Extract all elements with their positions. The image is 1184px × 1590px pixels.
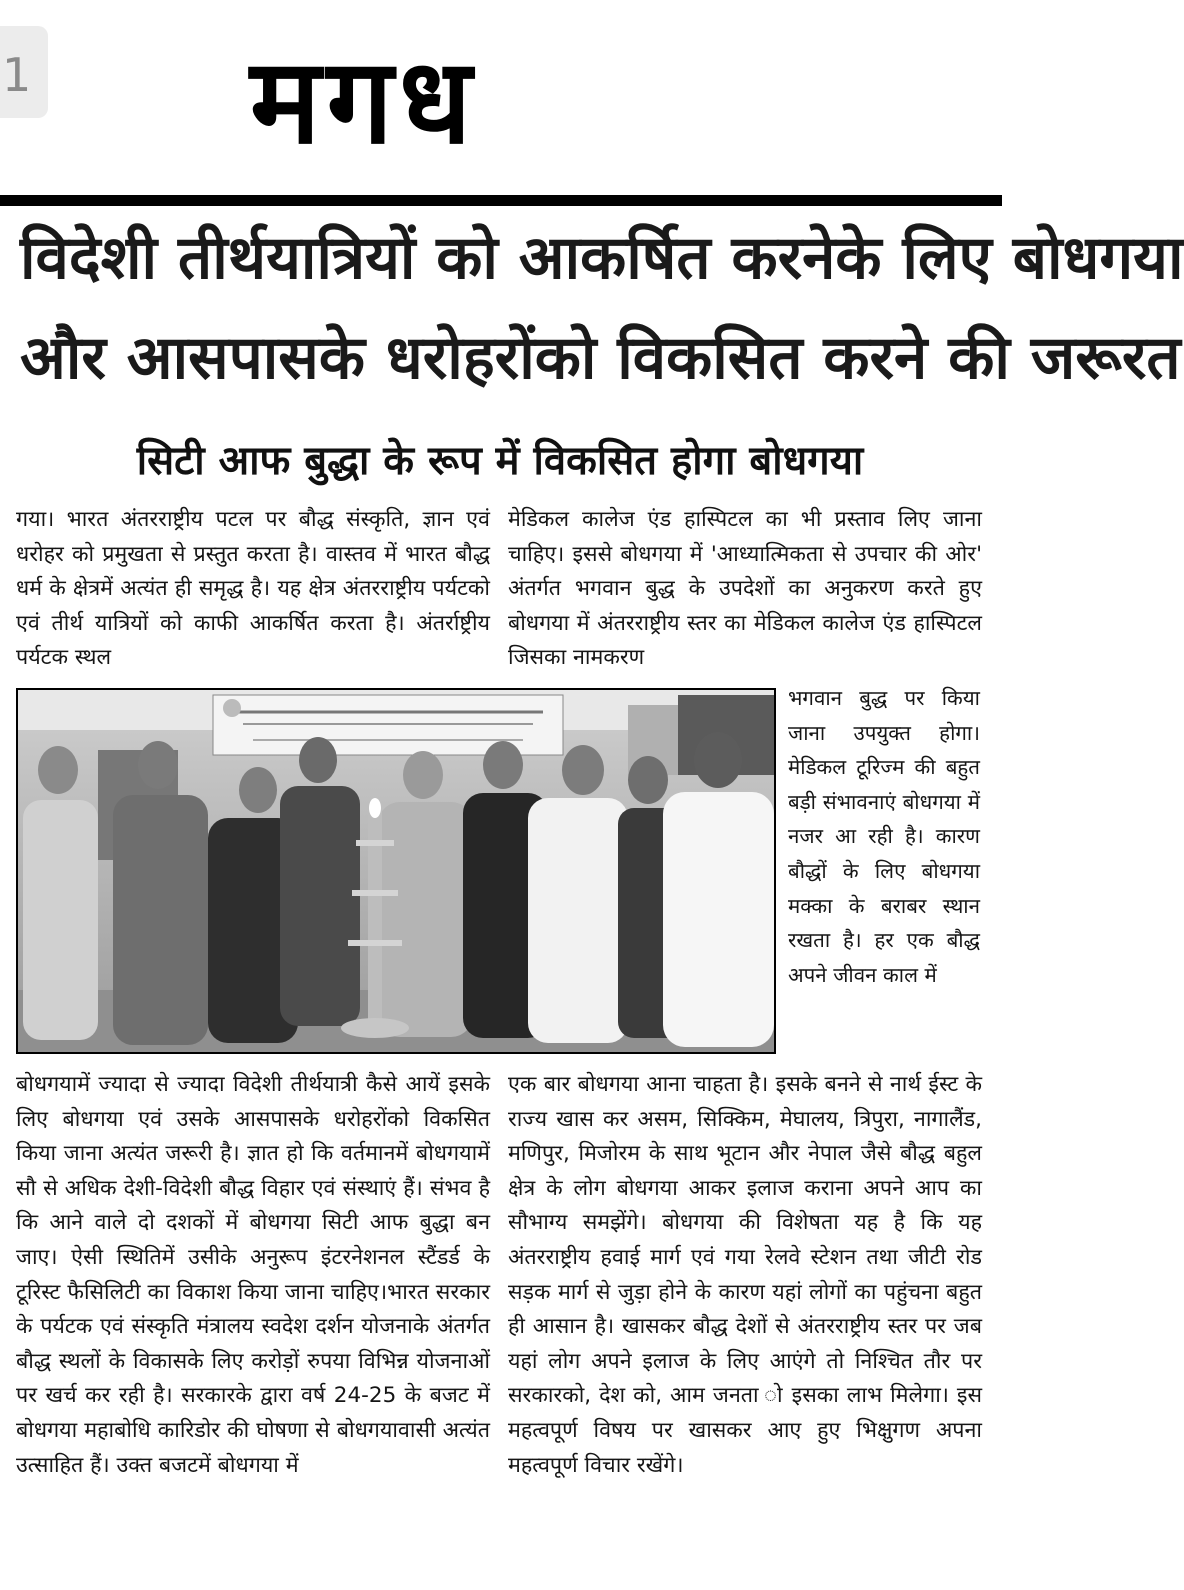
article-column-left-bottom: बोधगयामें ज्यादा से ज्यादा विदेशी तीर्थयात्री कैसे आयें इसके लिए बोधगया एवं उसके आसपासके धरोहरोंको विकसित किया जाना अत्यंत जरूरी है। ज्ञात हो कि वर्तमानमें बोधगयामें सौ से अधिक देशी-विदेशी बौद्ध विहार एवं संस्थाएं हैं। संभव है कि आने वाले दो दशकों में बोधगया सिटी आफ बुद्धा बन जाए। ऐसी स्थितिमें उसीके अनुरूप इंटरनेशनल स्टैंडर्ड के टूरिस्ट फैसिलिटी का विकाश किया जाना चाहिए।भारत सरकार के पर्यटक एवं संस्कृति मंत्रालय स्वदेश दर्शन योजनाके अंतर्गत बौद्ध स्थलों के विकासके लिए करोड़ों रुपया विभिन्न योजनाओं पर खर्च कर रही है। सरकारके द्वारा वर्ष 24-25 के बजट में बोधगया महाबोधि कारिडोर की घोषणा से बोधगयावासी अत्यंत उत्साहित हैं। उक्त बजटमें बोधगया में <box>16 1072 490 1478</box>
news-photo <box>16 688 776 1054</box>
photo-lamp-lighting-scene <box>18 690 774 1052</box>
article-column-right-side: भगवान बुद्ध पर किया जाना उपयुक्त होगा। मेडिकल टूरिज्म की बहुत बड़ी संभावनाएं बोधगया में नजर आ रही है। कारण बौद्धों के लिए बोधगया मक्का के बराबर स्थान रखता है। हर एक बौद्ध अपने जीवन काल में <box>788 686 980 987</box>
page-number: 1 <box>2 48 32 102</box>
headline-line-1: विदेशी तीर्थयात्रियों को आकर्षित करनेके लिए बोधगया <box>20 223 1184 293</box>
headline-line-2: और आसपासके धरोहरोंको विकसित करने की जरूरत <box>20 323 1181 393</box>
article-column-right-top: मेडिकल कालेज एंड हास्पिटल का भी प्रस्ताव लिए जाना चाहिए। इससे बोधगया में 'आध्यात्मिकता से उपचार की ओर' अंतर्गत भगवान बुद्ध के उपदेशों का अनुकरण करते हुए बोधगया में अंतरराष्ट्रीय स्तर का मेडिकल कालेज एंड हास्पिटल जिसका नामकरण <box>508 507 982 671</box>
article-column-left-top: गया। भारत अंतरराष्ट्रीय पटल पर बौद्ध संस्कृति, ज्ञान एवं धरोहर को प्रमुखता से प्रस्तुत करता है। वास्तव में भारत बौद्ध धर्म के क्षेत्रमें अत्यंत ही समृद्ध है। यह क्षेत्र अंतरराष्ट्रीय पर्यटको एवं तीर्थ यात्रियों को काफी आकर्षित करता है। अंतर्राष्ट्रीय पर्यटक स्थल <box>16 507 490 671</box>
subheadline: सिटी आफ बुद्धा के रूप में विकसित होगा बोधगया <box>136 438 864 484</box>
newspaper-masthead: मगध <box>250 32 478 170</box>
article-column-right-bottom: एक बार बोधगया आना चाहता है। इसके बनने से नार्थ ईस्ट के राज्य खास कर असम, सिक्किम, मेघालय, त्रिपुरा, नागालैंड, मणिपुर, मिजोरम के साथ भूटान और नेपाल जैसे बौद्ध बहुल क्षेत्र के लोग बोधगया आकर इलाज कराना अपने आप का सौभाग्य समझेंगे। बोधगया की विशेषता यह है कि यह अंतरराष्ट्रीय हवाई मार्ग एवं गया रेलवे स्टेशन तथा जीटी रोड सड़क मार्ग से जुड़ा होने के कारण यहां लोगों का पहुंचना बहुत ही आसान है। खासकर बौद्ध देशों से अंतरराष्ट्रीय स्तर पर जब यहां लोग अपने इलाज के लिए आएंगे तो निश्चित तौर पर सरकारको, देश को, आम जनता ो इसका लाभ मिलेगा। इस महत्वपूर्ण विषय पर खासकर आए हुए भिक्षुगण अपना महत्वपूर्ण विचार रखेंगे। <box>508 1072 982 1478</box>
masthead-rule <box>0 195 1002 206</box>
